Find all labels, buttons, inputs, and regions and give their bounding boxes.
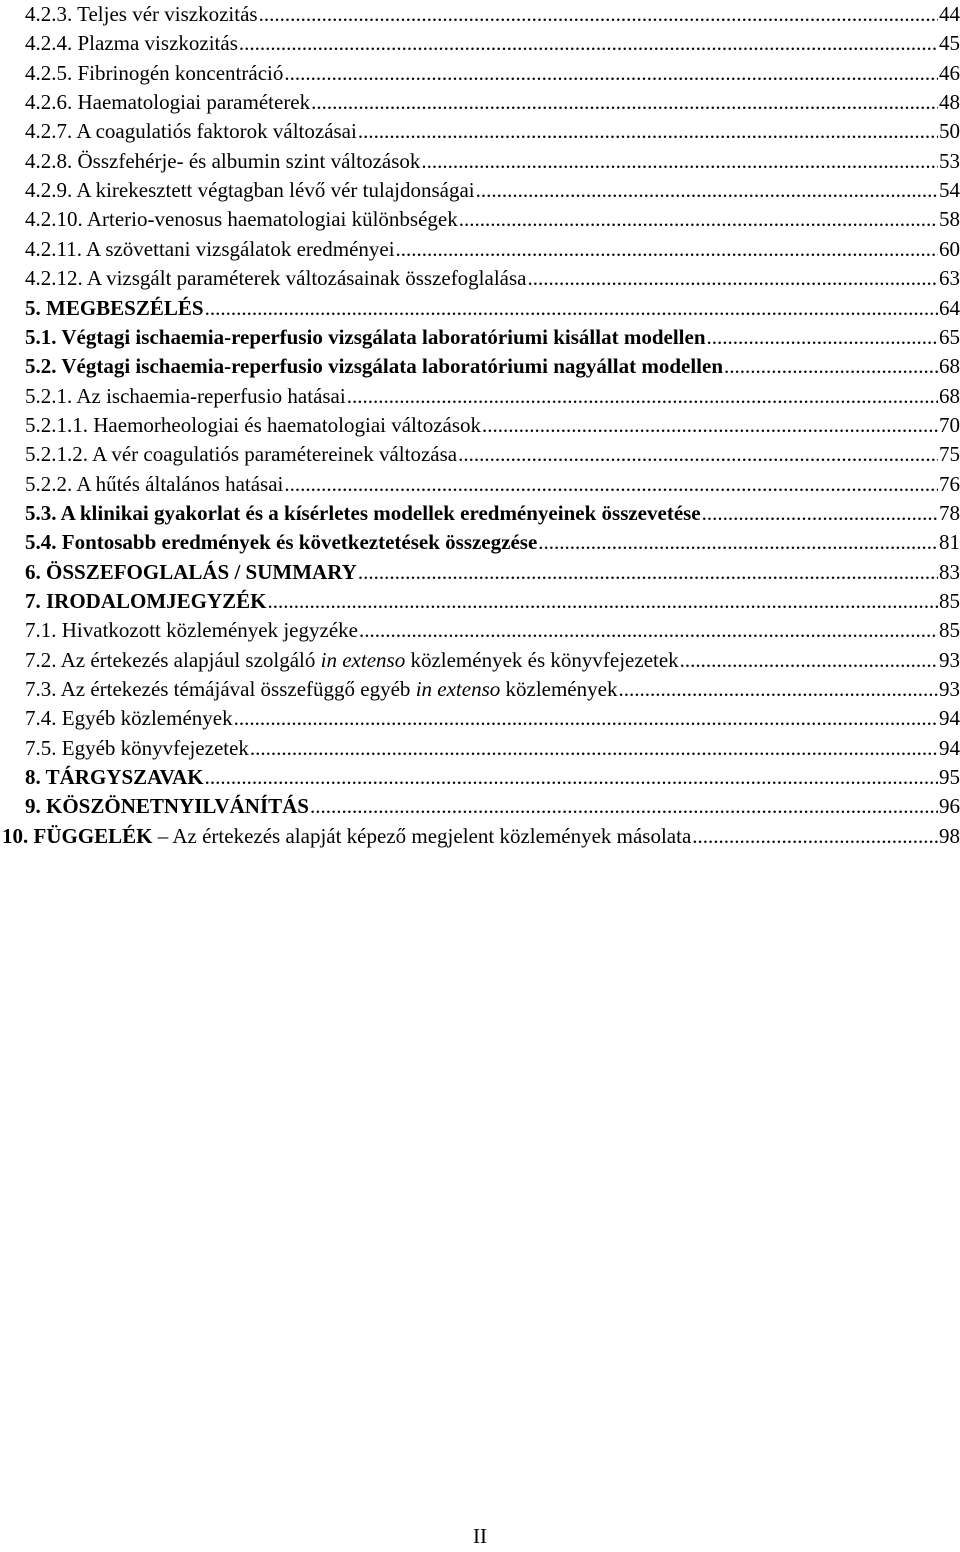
toc-entry-title: 4.2.8. Összfehérje- és albumin szint változások xyxy=(25,148,421,173)
dot-leader xyxy=(680,646,938,675)
dot-leader xyxy=(311,88,938,117)
toc-entry[interactable] xyxy=(25,763,960,792)
toc-entry-page: 63 xyxy=(939,266,960,291)
dot-leader xyxy=(205,763,938,792)
toc-entry-title-part: 7.2. Az értekezés alapjául szolgáló xyxy=(25,647,321,672)
toc-entry-page: 94 xyxy=(939,735,960,760)
dot-leader xyxy=(702,499,938,528)
toc-entry-page: 94 xyxy=(939,706,960,731)
toc-entry-title-part: 10. FÜGGELÉK xyxy=(2,823,153,848)
toc-entry[interactable] xyxy=(25,352,960,381)
dot-leader xyxy=(538,528,938,557)
toc-entry-title: 5.2.1.1. Haemorheologiai és haematologiai változások xyxy=(25,412,482,437)
toc-entry-title: 4.2.12. A vizsgált paraméterek változásainak összefoglalása xyxy=(25,266,527,291)
toc-entry-title: 5.2.2. A hűtés általános hatásai xyxy=(25,471,284,496)
dot-leader xyxy=(347,382,938,411)
toc-entry-title: 4.2.7. A coagulatiós faktorok változásai xyxy=(25,119,357,144)
toc-entry-title-part: – Az értekezés alapját képező megjelent közlemények másolata xyxy=(152,823,692,848)
dot-leader xyxy=(250,734,938,763)
toc-entry-page: 95 xyxy=(939,765,960,790)
toc-entry-title: 5.2. Végtagi ischaemia-reperfusio vizsgálata laboratóriumi nagyállat modellen xyxy=(25,354,723,379)
toc-entry[interactable] xyxy=(25,323,960,352)
toc-entry-page: 48 xyxy=(939,90,960,115)
dot-leader xyxy=(459,205,938,234)
dot-leader xyxy=(358,117,938,146)
toc-entry-page: 44 xyxy=(939,2,960,26)
toc-entry-page: 54 xyxy=(939,178,960,203)
toc-entry[interactable] xyxy=(25,616,960,645)
toc-entry-page: 45 xyxy=(939,31,960,56)
toc-entry[interactable] xyxy=(25,176,960,205)
toc-entry-title: 5.1. Végtagi ischaemia-reperfusio vizsgálata laboratóriumi kisállat modellen xyxy=(25,324,706,349)
toc-entry-title-part: in extenso xyxy=(320,647,406,672)
toc-entry[interactable] xyxy=(25,646,960,675)
toc-entry-page: 68 xyxy=(939,354,960,379)
toc-entry-page: 60 xyxy=(939,236,960,261)
toc-entry-page: 93 xyxy=(939,677,960,702)
toc-entry-title: 7.1. Hivatkozott közlemények jegyzéke xyxy=(25,618,358,643)
toc-entry-page: 50 xyxy=(939,119,960,144)
toc-entry-page: 64 xyxy=(939,295,960,320)
toc-entry[interactable] xyxy=(25,59,960,88)
toc-entry-page: 65 xyxy=(939,324,960,349)
toc-entry[interactable] xyxy=(25,29,960,58)
toc-entry-title-part: in extenso xyxy=(415,677,501,702)
toc-entry[interactable] xyxy=(25,528,960,557)
toc-entry[interactable] xyxy=(25,558,960,587)
toc-entry[interactable] xyxy=(25,470,960,499)
toc-entry[interactable] xyxy=(25,147,960,176)
toc-entry-title-part: 7.3. Az értekezés témájával összefüggő egyéb xyxy=(25,677,416,702)
toc-entry-title: 8. TÁRGYSZAVAK xyxy=(25,765,204,790)
toc-entry-page: 76 xyxy=(939,471,960,496)
toc-entry-title: 4.2.10. Arterio-venosus haematologiai különbségek xyxy=(25,207,458,232)
toc-entry-page: 81 xyxy=(939,530,960,555)
dot-leader xyxy=(234,704,938,733)
dot-leader xyxy=(528,264,939,293)
toc-entry[interactable] xyxy=(25,587,960,616)
toc-entry-title: 4.2.5. Fibrinogén koncentráció xyxy=(25,60,284,85)
dot-leader xyxy=(421,147,938,176)
toc-entry-page: 78 xyxy=(939,500,960,525)
toc-entry-title: 5.2.1. Az ischaemia-reperfusio hatásai xyxy=(25,383,346,408)
toc-entry-title xyxy=(25,646,679,675)
toc-entry-title: 4.2.4. Plazma viszkozitás xyxy=(25,31,238,56)
dot-leader xyxy=(284,59,938,88)
toc-entry[interactable] xyxy=(25,675,960,704)
toc-entry-title: 6. ÖSSZEFOGLALÁS / SUMMARY xyxy=(25,559,357,584)
toc-entry[interactable] xyxy=(25,294,960,323)
dot-leader xyxy=(707,323,938,352)
toc-entry-title: 4.2.9. A kirekesztett végtagban lévő vér tulajdonságai xyxy=(25,178,475,203)
toc-entry-title: 5.4. Fontosabb eredmények és következtetések összegzése xyxy=(25,530,538,555)
dot-leader xyxy=(396,235,938,264)
toc-entry-title-part: közlemények és könyvfejezetek xyxy=(405,647,679,672)
toc-entry-page: 46 xyxy=(939,60,960,85)
toc-entry[interactable] xyxy=(25,264,960,293)
toc-entry-page: 58 xyxy=(939,207,960,232)
toc-entry-title: 4.2.6. Haematologiai paraméterek xyxy=(25,90,311,115)
toc-entry[interactable] xyxy=(25,792,960,821)
dot-leader xyxy=(259,0,938,29)
dot-leader xyxy=(482,411,938,440)
toc-entry-title: 5.3. A klinikai gyakorlat és a kísérletes modellek eredményeinek összevetése xyxy=(25,500,701,525)
dot-leader xyxy=(310,792,938,821)
toc-entry[interactable] xyxy=(25,499,960,528)
toc-entry[interactable] xyxy=(2,822,960,851)
toc-entry[interactable] xyxy=(25,117,960,146)
toc-entry[interactable] xyxy=(25,440,960,469)
toc-entry-title-part: közlemények xyxy=(500,677,618,702)
toc-entry-page: 53 xyxy=(939,148,960,173)
toc-entry-page: 96 xyxy=(939,794,960,819)
dot-leader xyxy=(618,675,938,704)
dot-leader xyxy=(476,176,938,205)
toc-entry[interactable] xyxy=(25,0,960,29)
toc-entry-title: 5.2.1.2. A vér coagulatiós paramétereinek változása xyxy=(25,442,458,467)
toc-entry[interactable] xyxy=(25,734,960,763)
dot-leader xyxy=(268,587,938,616)
dot-leader xyxy=(284,470,938,499)
toc-entry-title: 7. IRODALOMJEGYZÉK xyxy=(25,589,267,613)
dot-leader xyxy=(358,558,938,587)
dot-leader xyxy=(458,440,938,469)
toc-entry-page: 93 xyxy=(939,647,960,672)
toc-entry-title: 7.5. Egyéb könyvfejezetek xyxy=(25,735,249,760)
dot-leader xyxy=(359,616,938,645)
toc-entry-page: 98 xyxy=(939,823,960,848)
dot-leader xyxy=(239,29,938,58)
page-number: II xyxy=(473,1524,487,1548)
toc-entry-title: 7.4. Egyéb közlemények xyxy=(25,706,233,731)
toc-entry-page: 85 xyxy=(939,589,960,613)
toc-entry-title: 4.2.11. A szövettani vizsgálatok eredményei xyxy=(25,236,395,261)
toc-entry[interactable] xyxy=(25,704,960,733)
toc-entry[interactable] xyxy=(25,411,960,440)
toc-entry-page: 85 xyxy=(939,618,960,643)
dot-leader xyxy=(692,822,938,851)
toc-entry[interactable] xyxy=(25,382,960,411)
toc-entry-page: 68 xyxy=(939,383,960,408)
toc-entry[interactable] xyxy=(25,88,960,117)
toc-entry[interactable] xyxy=(25,235,960,264)
toc-entry-title xyxy=(25,675,617,704)
toc-entry-page: 70 xyxy=(939,412,960,437)
dot-leader xyxy=(724,352,938,381)
toc-entry[interactable] xyxy=(25,205,960,234)
dot-leader xyxy=(205,294,938,323)
toc-entry-title: 4.2.3. Teljes vér viszkozitás xyxy=(25,2,258,26)
toc-entry-title: 9. KÖSZÖNETNYILVÁNÍTÁS xyxy=(25,794,309,819)
toc-entry-title xyxy=(2,822,691,851)
toc-entry-page: 83 xyxy=(939,559,960,584)
toc-entry-title: 5. MEGBESZÉLÉS xyxy=(25,295,204,320)
toc-entry-page: 75 xyxy=(939,442,960,467)
